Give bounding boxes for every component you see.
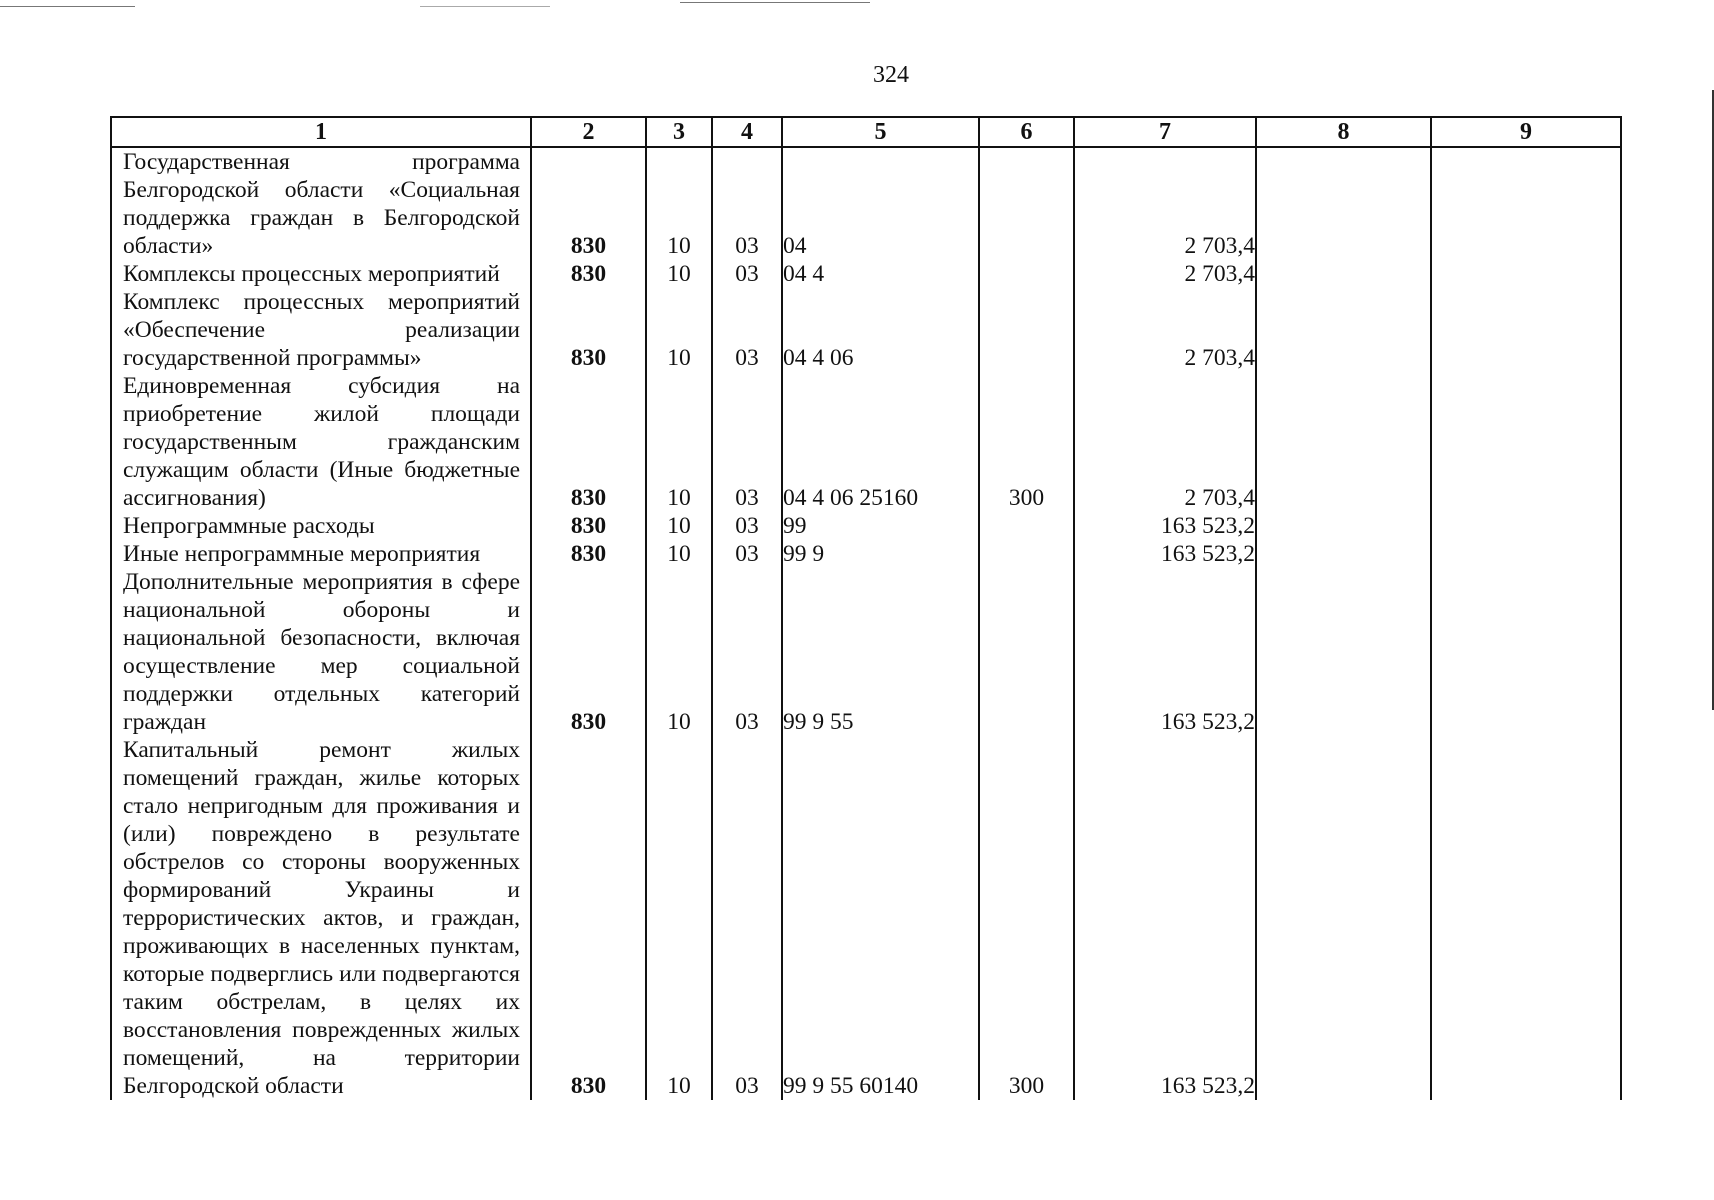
col8-cell <box>1256 540 1431 568</box>
expense-type-code <box>979 288 1074 372</box>
header-cell: 2 <box>531 117 646 147</box>
col9-cell <box>1431 288 1621 372</box>
table-row <box>111 372 1621 512</box>
amount: 2 703,4 <box>1074 260 1256 288</box>
col8-cell <box>1256 260 1431 288</box>
row-name: Государственная программа Белгородской области «Социальная поддержка граждан в Белгородской области» <box>111 147 531 260</box>
row-name: Иные непрограммные мероприятия <box>111 540 531 568</box>
col9-cell <box>1431 540 1621 568</box>
amount: 163 523,2 <box>1074 568 1256 736</box>
subsection-code: 03 <box>712 147 782 260</box>
ministry-code: 830 <box>531 512 646 540</box>
amount: 163 523,2 <box>1074 540 1256 568</box>
col8-cell <box>1256 568 1431 736</box>
ministry-code: 830 <box>531 288 646 372</box>
ministry-code: 830 <box>531 147 646 260</box>
col8-cell <box>1256 736 1431 1100</box>
col8-cell <box>1256 288 1431 372</box>
ministry-code: 830 <box>531 372 646 512</box>
subsection-code: 03 <box>712 288 782 372</box>
table-row <box>111 512 1621 540</box>
target-code: 04 <box>782 147 979 260</box>
row-name: Дополнительные мероприятия в сфере национальной обороны и национальной безопасности, включая осуществление мер социальной поддержки отдельных категорий граждан <box>111 568 531 736</box>
subsection-code: 03 <box>712 512 782 540</box>
col9-cell <box>1431 260 1621 288</box>
target-code: 04 4 <box>782 260 979 288</box>
row-name: Комплекс процессных мероприятий «Обеспечение реализации государственной программы» <box>111 288 531 372</box>
header-row <box>111 117 1621 147</box>
col9-cell <box>1431 568 1621 736</box>
ministry-code: 830 <box>531 736 646 1100</box>
col9-cell <box>1431 736 1621 1100</box>
amount: 2 703,4 <box>1074 372 1256 512</box>
target-code: 99 9 55 <box>782 568 979 736</box>
expense-type-code <box>979 147 1074 260</box>
target-code: 99 9 55 60140 <box>782 736 979 1100</box>
expense-type-code <box>979 568 1074 736</box>
amount: 163 523,2 <box>1074 512 1256 540</box>
ministry-code: 830 <box>531 540 646 568</box>
page-number: 324 <box>873 62 909 88</box>
row-name: Непрограммные расходы <box>111 512 531 540</box>
row-name: Капитальный ремонт жилых помещений граждан, жилье которых стало непригодным для проживания и (или) повреждено в результате обстрелов со стороны вооруженных формирований Украины и террористических актов, и граждан, проживающих в населенных пунктам, которые подверглись или подвергаются таким обстрелам, в целях их восстановления поврежденных жилых помещений, на территории Белгородской области <box>111 736 531 1100</box>
col9-cell <box>1431 512 1621 540</box>
section-code: 10 <box>646 568 712 736</box>
table-row <box>111 147 1621 260</box>
col8-cell <box>1256 372 1431 512</box>
budget-table <box>110 116 1622 1100</box>
subsection-code: 03 <box>712 372 782 512</box>
subsection-code: 03 <box>712 540 782 568</box>
subsection-code: 03 <box>712 736 782 1100</box>
header-cell: 8 <box>1256 117 1431 147</box>
scan-artifact-line <box>680 2 870 3</box>
section-code: 10 <box>646 736 712 1100</box>
header-cell: 7 <box>1074 117 1256 147</box>
header-cell: 6 <box>979 117 1074 147</box>
subsection-code: 03 <box>712 260 782 288</box>
table-row <box>111 260 1621 288</box>
expense-type-code <box>979 540 1074 568</box>
table-row <box>111 540 1621 568</box>
target-code: 04 4 06 25160 <box>782 372 979 512</box>
section-code: 10 <box>646 147 712 260</box>
scan-artifact-line <box>420 6 550 7</box>
section-code: 10 <box>646 512 712 540</box>
row-name: Комплексы процессных мероприятий <box>111 260 531 288</box>
ministry-code: 830 <box>531 568 646 736</box>
ministry-code: 830 <box>531 260 646 288</box>
col8-cell <box>1256 512 1431 540</box>
col8-cell <box>1256 147 1431 260</box>
table-row <box>111 736 1621 1100</box>
section-code: 10 <box>646 372 712 512</box>
section-code: 10 <box>646 540 712 568</box>
target-code: 04 4 06 <box>782 288 979 372</box>
table-row <box>111 288 1621 372</box>
section-code: 10 <box>646 288 712 372</box>
table-row <box>111 568 1621 736</box>
amount: 2 703,4 <box>1074 147 1256 260</box>
col9-cell <box>1431 147 1621 260</box>
amount: 2 703,4 <box>1074 288 1256 372</box>
scan-artifact-line <box>0 6 135 7</box>
header-cell: 5 <box>782 117 979 147</box>
amount: 163 523,2 <box>1074 736 1256 1100</box>
col9-cell <box>1431 372 1621 512</box>
subsection-code: 03 <box>712 568 782 736</box>
header-cell: 1 <box>111 117 531 147</box>
header-cell: 9 <box>1431 117 1621 147</box>
expense-type-code <box>979 260 1074 288</box>
header-cell: 4 <box>712 117 782 147</box>
section-code: 10 <box>646 260 712 288</box>
header-cell: 3 <box>646 117 712 147</box>
expense-type-code <box>979 512 1074 540</box>
target-code: 99 <box>782 512 979 540</box>
row-name: Единовременная субсидия на приобретение жилой площади государственным гражданским служащим области (Иные бюджетные ассигнования) <box>111 372 531 512</box>
expense-type-code: 300 <box>979 736 1074 1100</box>
target-code: 99 9 <box>782 540 979 568</box>
expense-type-code: 300 <box>979 372 1074 512</box>
